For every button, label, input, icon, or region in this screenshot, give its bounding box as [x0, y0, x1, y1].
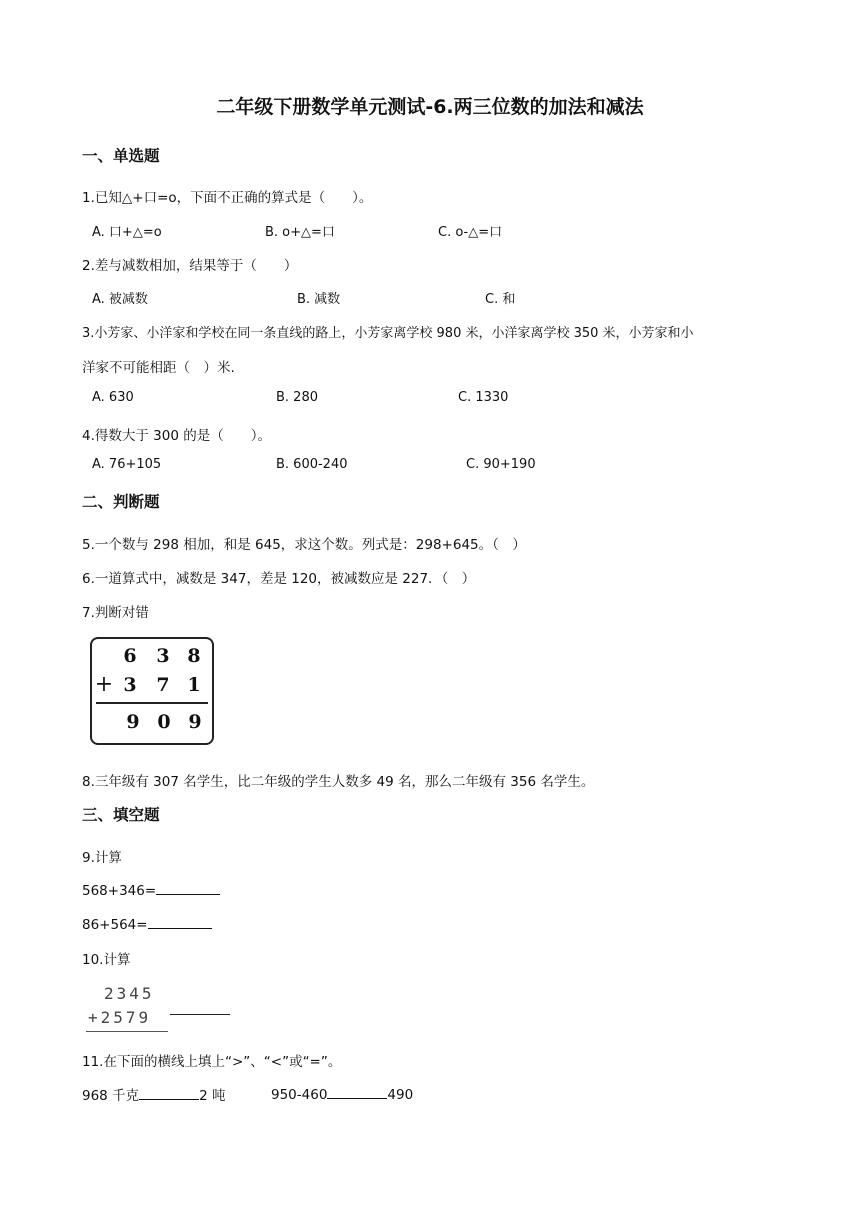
- comparison-left: 968 千克: [82, 1088, 140, 1104]
- question-6-text: 6.一道算式中，减数是 347，差是 120，被减数应是 227．（ ）: [82, 571, 476, 587]
- q9-expression-1: [82, 880, 220, 899]
- page-title: 二年级下册数学单元测试-6.两三位数的加法和减法: [216, 96, 644, 118]
- digit: 3: [123, 674, 137, 696]
- question-11-text: 11.在下面的横线上填上“>”、“<”或“=”。: [82, 1054, 342, 1070]
- comparison-right: 490: [387, 1087, 414, 1103]
- q4-option-b: B. 600-240: [276, 457, 348, 472]
- digit: 8: [187, 645, 201, 667]
- addend-1-row: [92, 645, 212, 671]
- q11-comparison-2: [271, 1084, 413, 1103]
- q2-option-a: A. 被减数: [92, 292, 148, 307]
- q11-comparison-1: [82, 1084, 225, 1104]
- digit: 3: [156, 645, 170, 667]
- question-1-text: 1.已知△+口=o，下面不正确的算式是（ ）。: [82, 190, 373, 206]
- q4-option-c: C. 90+190: [466, 457, 536, 472]
- addend-2-row: [92, 674, 212, 700]
- digit: 0: [157, 711, 171, 733]
- sum-line: [96, 702, 208, 704]
- q9-expression-2: [82, 914, 212, 933]
- question-2-text: 2.差与减数相加，结果等于（ ）: [82, 258, 298, 274]
- answer-blank[interactable]: [139, 1085, 199, 1100]
- question-8-text: 8.三年级有 307 名学生，比二年级的学生人数多 49 名，那么二年级有 356 名学生。: [82, 774, 595, 790]
- q1-option-b: B. o+△=口: [265, 225, 335, 240]
- expression-text: 568+346=: [82, 883, 157, 899]
- q3-option-c: C. 1330: [458, 390, 509, 405]
- sum-line: [86, 1031, 168, 1032]
- comparison-right: 2 吨: [199, 1088, 226, 1104]
- q3-option-b: B. 280: [276, 390, 318, 405]
- vertical-addition-figure: [86, 984, 236, 1034]
- sum-row: [92, 711, 212, 737]
- question-5-text: 5.一个数与 298 相加，和是 645，求这个数。列式是：298+645。（ ）: [82, 537, 526, 553]
- answer-blank[interactable]: [170, 1014, 230, 1015]
- section-heading-fill-blank: 三、填空题: [82, 806, 160, 824]
- q1-option-a: A. 口+△=o: [92, 225, 162, 240]
- comparison-left: 950-460: [271, 1087, 328, 1103]
- digit: 9: [188, 711, 202, 733]
- question-3-text-line1: 3.小芳家、小洋家和学校在同一条直线的路上，小芳家离学校 980 米，小洋家离学校 350 米，小芳家和小: [82, 326, 694, 341]
- q4-option-a: A. 76+105: [92, 457, 162, 472]
- question-4-text: 4.得数大于 300 的是（ ）。: [82, 428, 271, 444]
- q3-option-a: A. 630: [92, 390, 134, 405]
- q2-option-b: B. 减数: [297, 292, 341, 307]
- q1-option-c: C. o-△=口: [438, 225, 503, 240]
- digit: 9: [126, 711, 140, 733]
- question-7-text: 7.判断对错: [82, 605, 149, 621]
- question-3-text-line2: 洋家不可能相距（ ）米.: [82, 360, 235, 376]
- question-9-text: 9.计算: [82, 850, 122, 866]
- expression-text: 86+564=: [82, 917, 148, 933]
- addend-2: +2579: [88, 1008, 152, 1027]
- answer-blank[interactable]: [327, 1084, 387, 1099]
- answer-blank[interactable]: [156, 880, 220, 895]
- plus-sign: +: [94, 672, 114, 697]
- digit: 6: [123, 645, 137, 667]
- addend-1: 2345: [104, 984, 155, 1003]
- digit: 1: [187, 674, 201, 696]
- digit: 7: [156, 674, 170, 696]
- section-heading-single-choice: 一、单选题: [82, 147, 160, 165]
- vertical-addition-figure: [90, 637, 214, 745]
- answer-blank[interactable]: [148, 914, 212, 929]
- question-10-text: 10.计算: [82, 952, 131, 968]
- section-heading-true-false: 二、判断题: [82, 493, 160, 511]
- q2-option-c: C. 和: [485, 292, 516, 307]
